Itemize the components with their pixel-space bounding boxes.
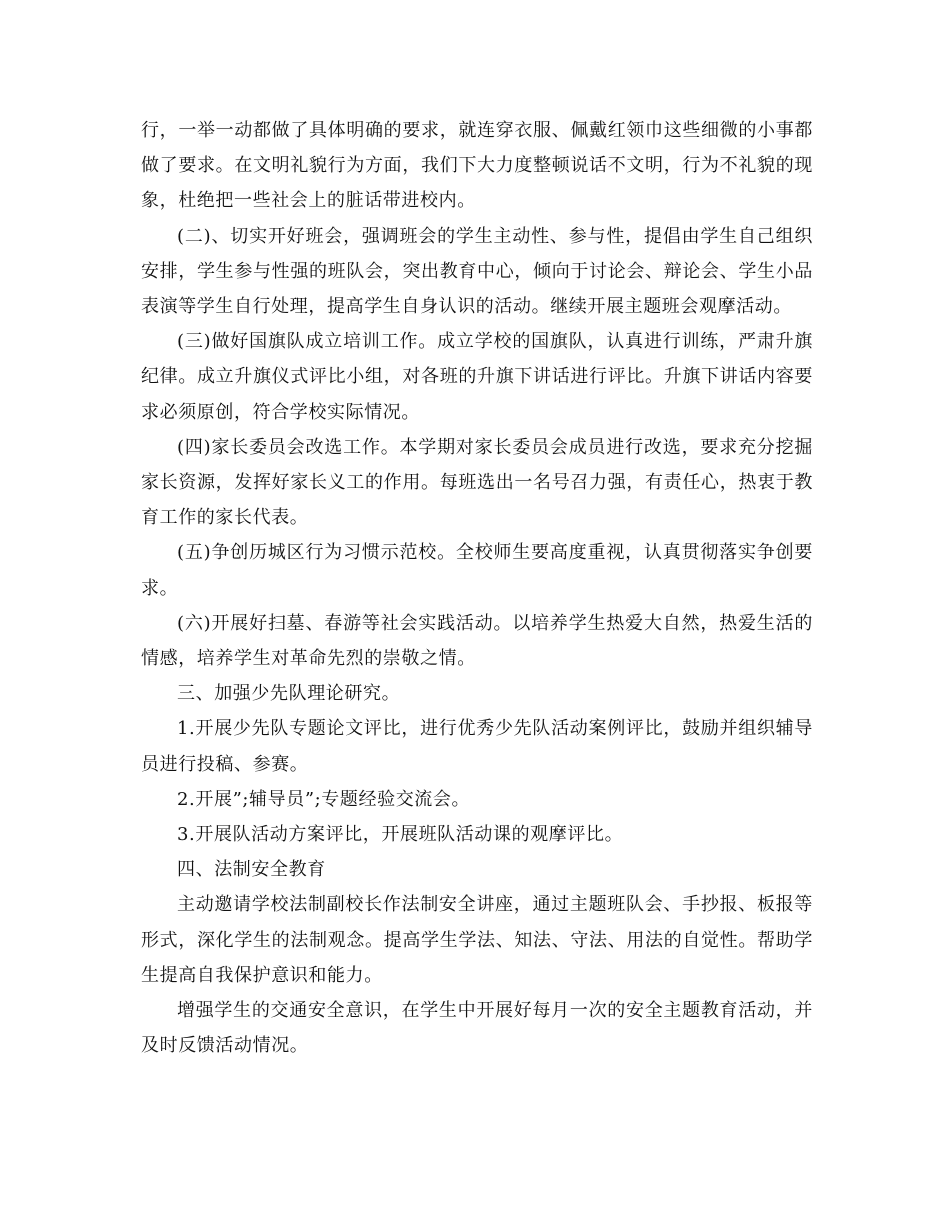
paragraph-parent-committee: (四)家长委员会改选工作。本学期对家长委员会成员进行改选，要求充分挖掘家长资源，发挥好家长义工的作用。每班选出一名号召力强，有责任心，热衷于教育工作的家长代表。: [141, 436, 813, 529]
paragraph-model-school: (五)争创历城区行为习惯示范校。全校师生要高度重视，认真贯彻落实争创要求。: [141, 542, 813, 599]
paragraph-traffic-safety: 增强学生的交通安全意识，在学生中开展好每月一次的安全主题教育活动，并及时反馈活动情况。: [141, 1000, 813, 1057]
document-body: [141, 113, 813, 1063]
list-item-2: 2.开展”;辅导员”;专题经验交流会。: [177, 788, 471, 810]
list-item-3: 3.开展队活动方案评比，开展班队活动课的观摩评比。: [177, 824, 624, 846]
section-heading-legal-safety: 四、法制安全教育: [177, 859, 326, 881]
section-heading-theory-research: 三、加强少先队理论研究。: [177, 683, 401, 705]
paragraph-legal-lecture: 主动邀请学校法制副校长作法制安全讲座，通过主题班队会、手抄报、板报等形式，深化学生的法制观念。提高学生学法、知法、守法、用法的自觉性。帮助学生提高自我保护意识和能力。: [141, 894, 813, 986]
paragraph-class-meeting: (二)、切实开好班会，强调班会的学生主动性、参与性，提倡由学生自己组织安排，学生参与性强的班队会，突出教育中心，倾向于讨论会、辩论会、学生小品表演等学生自行处理，提高学生自身认识的活动。继续开展主题班会观摩活动。: [141, 225, 813, 318]
paragraph-flag-team: (三)做好国旗队成立培训工作。成立学校的国旗队，认真进行训练，严肃升旗纪律。成立升旗仪式评比小组，对各班的升旗下讲话进行评比。升旗下讲话内容要求必须原创，符合学校实际情况。: [141, 331, 813, 423]
paragraph-social-practice: (六)开展好扫墓、春游等社会实践活动。以培养学生热爱大自然，热爱生活的情感，培养学生对革命先烈的崇敬之情。: [141, 612, 813, 670]
list-item-1: 1.开展少先队专题论文评比，进行优秀少先队活动案例评比，鼓励并组织辅导员进行投稿、参赛。: [141, 718, 813, 775]
paragraph-continuation: 行，一举一动都做了具体明确的要求，就连穿衣服、佩戴红领巾这些细微的小事都做了要求。在文明礼貌行为方面，我们下大力度整顿说话不文明，行为不礼貌的现象，杜绝把一些社会上的脏话带进校内。: [141, 120, 813, 212]
